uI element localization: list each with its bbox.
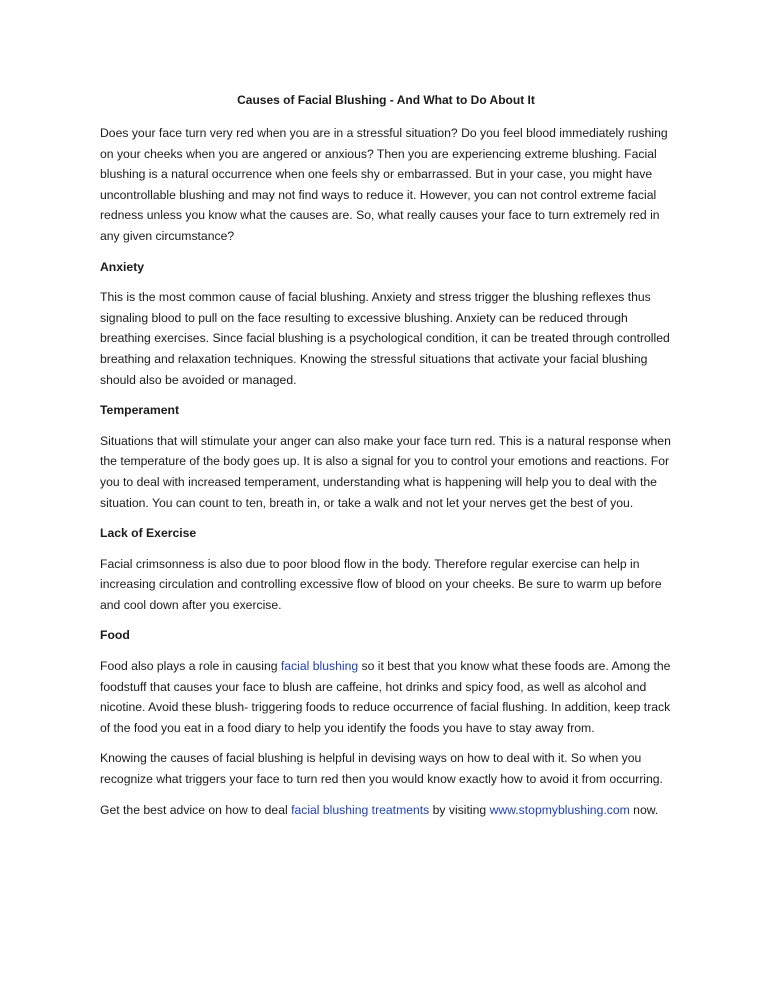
food-text-after-link: so it best that you know what these foods are. Among the foodstuff that causes your face to blush are caffeine, hot drinks and spicy food, as well as alcohol and nicotine. Avoid these blush- triggering foods to reduce occurrence of facial flushing. In addition, keep track of the food you eat in a food diary to help you identify the foods you have to stay away from. xyxy=(100,659,671,735)
section-body-food xyxy=(100,656,672,738)
food-text-before-link: Food also plays a role in causing xyxy=(100,659,281,674)
closing-paragraph xyxy=(100,800,672,821)
facial-blushing-link[interactable]: facial blushing xyxy=(280,659,359,674)
section-body-temperament: Situations that will stimulate your anger can also make your face turn red. This is a natural response when the temperature of the body goes up. It is also a signal for you to control your emotions and reactions. For you to deal with increased temperament, understanding what is happening will help you to deal with the situation. You can count to ten, breath in, or take a walk and not let your nerves get the best of you. xyxy=(100,433,671,510)
document-title: Causes of Facial Blushing - And What to Do About It xyxy=(237,93,535,107)
facial-blushing-treatments-link[interactable]: facial blushing treatments xyxy=(291,802,430,817)
section-heading-temperament: Temperament xyxy=(100,403,180,418)
section-body-anxiety: This is the most common cause of facial blushing. Anxiety and stress trigger the blushing reflexes thus signaling blood to pull on the face resulting to excessive blushing. Anxiety can be reduced through breathing exercises. Since facial blushing is a psychological condition, it can be treated through controlled breathing and relaxation techniques. Knowing the stressful situations that activate your facial blushing should also be avoided or managed. xyxy=(100,290,670,387)
closing-text-between: by visiting xyxy=(429,802,490,817)
conclusion-paragraph: Knowing the causes of facial blushing is helpful in devising ways on how to deal with it. So when you recognize what triggers your face to turn red then you would know exactly how to avoid it from occurring. xyxy=(100,751,663,787)
closing-text-start: Get the best advice on how to deal xyxy=(100,802,292,817)
closing-text-end: now. xyxy=(629,802,659,817)
intro-paragraph: Does your face turn very red when you are in a stressful situation? Do you feel blood immediately rushing on your cheeks when you are angered or anxious? Then you are experiencing extreme blushing. Facial blushing is a natural occurrence when one feels shy or embarrassed. But in your case, you might have uncontrollable blushing and may not find ways to reduce it. However, you can not control extreme facial redness unless you know what the causes are. So, what really causes your face to turn extremely red in any given circumstance? xyxy=(100,126,668,243)
stopmyblushing-website-link[interactable]: www.stopmyblushing.com xyxy=(489,802,630,817)
section-heading-lack-of-exercise: Lack of Exercise xyxy=(100,526,197,541)
section-heading-food: Food xyxy=(100,628,130,643)
section-heading-anxiety: Anxiety xyxy=(100,259,145,274)
document-page xyxy=(100,92,672,830)
section-body-lack-of-exercise: Facial crimsonness is also due to poor blood flow in the body. Therefore regular exercise can help in increasing circulation and controlling excessive flow of blood on your cheeks. Be sure to warm up before and cool down after you exercise. xyxy=(100,556,662,612)
